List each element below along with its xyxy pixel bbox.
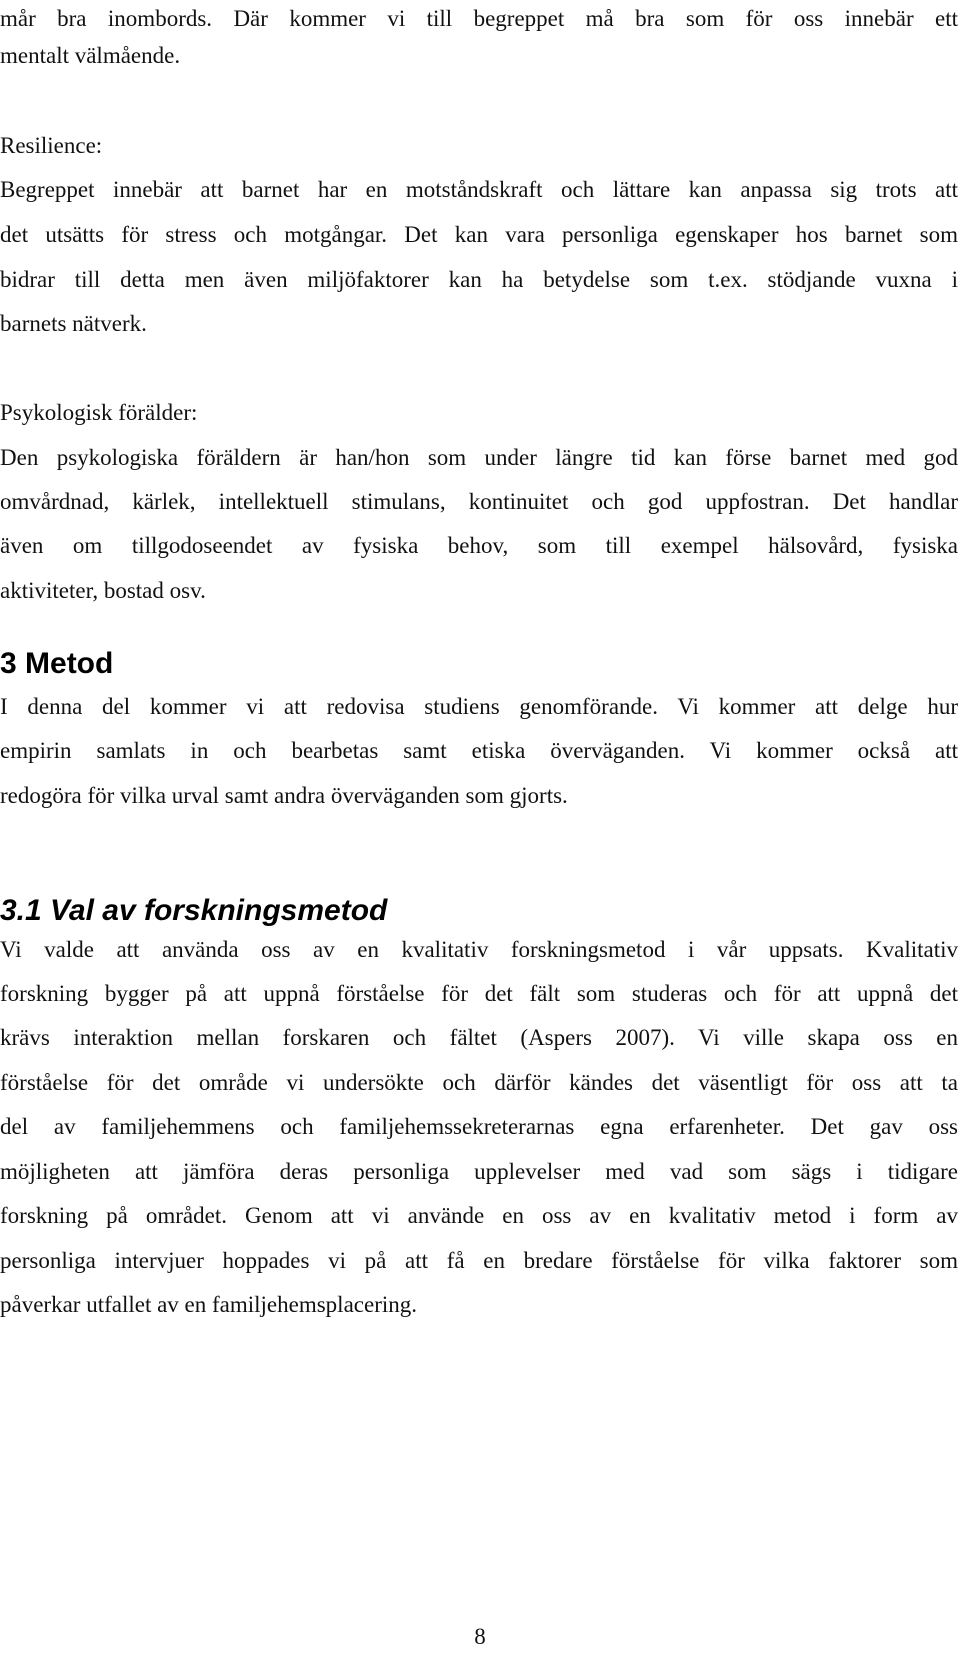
section-heading-metod: 3 Metod (0, 647, 114, 680)
intro-line: mår bra inombords. Där kommer vi till begreppet må bra som för oss innebär ett (0, 6, 958, 31)
resilience-line: barnets nätverk. (0, 311, 147, 336)
page-number: 8 (474, 1624, 486, 1649)
resilience-line: bidrar till detta men även miljöfaktorer kan ha betydelse som t.ex. stödjande vuxna i (0, 267, 958, 292)
section31-line: krävs interaktion mellan forskaren och fältet (Aspers 2007). Vi ville skapa oss en (0, 1025, 958, 1050)
section3-line: I denna del kommer vi att redovisa studiens genomförande. Vi kommer att delge hur (0, 694, 958, 719)
parent-line: Den psykologiska föräldern är han/hon som under längre tid kan förse barnet med god (0, 445, 958, 470)
parent-line: omvårdnad, kärlek, intellektuell stimulans, kontinuitet och god uppfostran. Det handlar (0, 489, 958, 514)
section31-line: förståelse för det område vi undersökte och därför kändes det väsentligt för oss att ta (0, 1070, 958, 1095)
resilience-line: det utsätts för stress och motgångar. Det kan vara personliga egenskaper hos barnet som (0, 222, 958, 247)
parent-title: Psykologisk förälder: (0, 400, 198, 425)
section31-line: Vi valde att använda oss av en kvalitativ forskningsmetod i vår uppsats. Kvalitativ (0, 937, 958, 962)
parent-line: även om tillgodoseendet av fysiska behov, som till exempel hälsovård, fysiska (0, 533, 958, 558)
section31-line: forskning bygger på att uppnå förståelse för det fält som studeras och för att uppnå det (0, 981, 958, 1006)
parent-line: aktiviteter, bostad osv. (0, 578, 206, 603)
section31-line: del av familjehemmens och familjehemssekreterarnas egna erfarenheter. Det gav oss (0, 1114, 958, 1139)
resilience-title: Resilience: (0, 133, 103, 158)
section31-line: möjligheten att jämföra deras personliga upplevelser med vad som sägs i tidigare (0, 1159, 958, 1184)
section3-line: empirin samlats in och bearbetas samt etiska överväganden. Vi kommer också att (0, 738, 958, 763)
section31-line: personliga intervjuer hoppades vi på att få en bredare förståelse för vilka faktorer som (0, 1248, 958, 1273)
resilience-line: Begreppet innebär att barnet har en motståndskraft och lättare kan anpassa sig trots att (0, 177, 958, 202)
section-heading-val-av-forskningsmetod: 3.1 Val av forskningsmetod (0, 894, 388, 927)
section31-line: påverkar utfallet av en familjehemsplacering. (0, 1292, 417, 1317)
section3-line: redogöra för vilka urval samt andra överväganden som gjorts. (0, 783, 568, 808)
intro-line: mentalt välmående. (0, 43, 181, 68)
section31-line: forskning på området. Genom att vi använde en oss av en kvalitativ metod i form av (0, 1203, 958, 1228)
